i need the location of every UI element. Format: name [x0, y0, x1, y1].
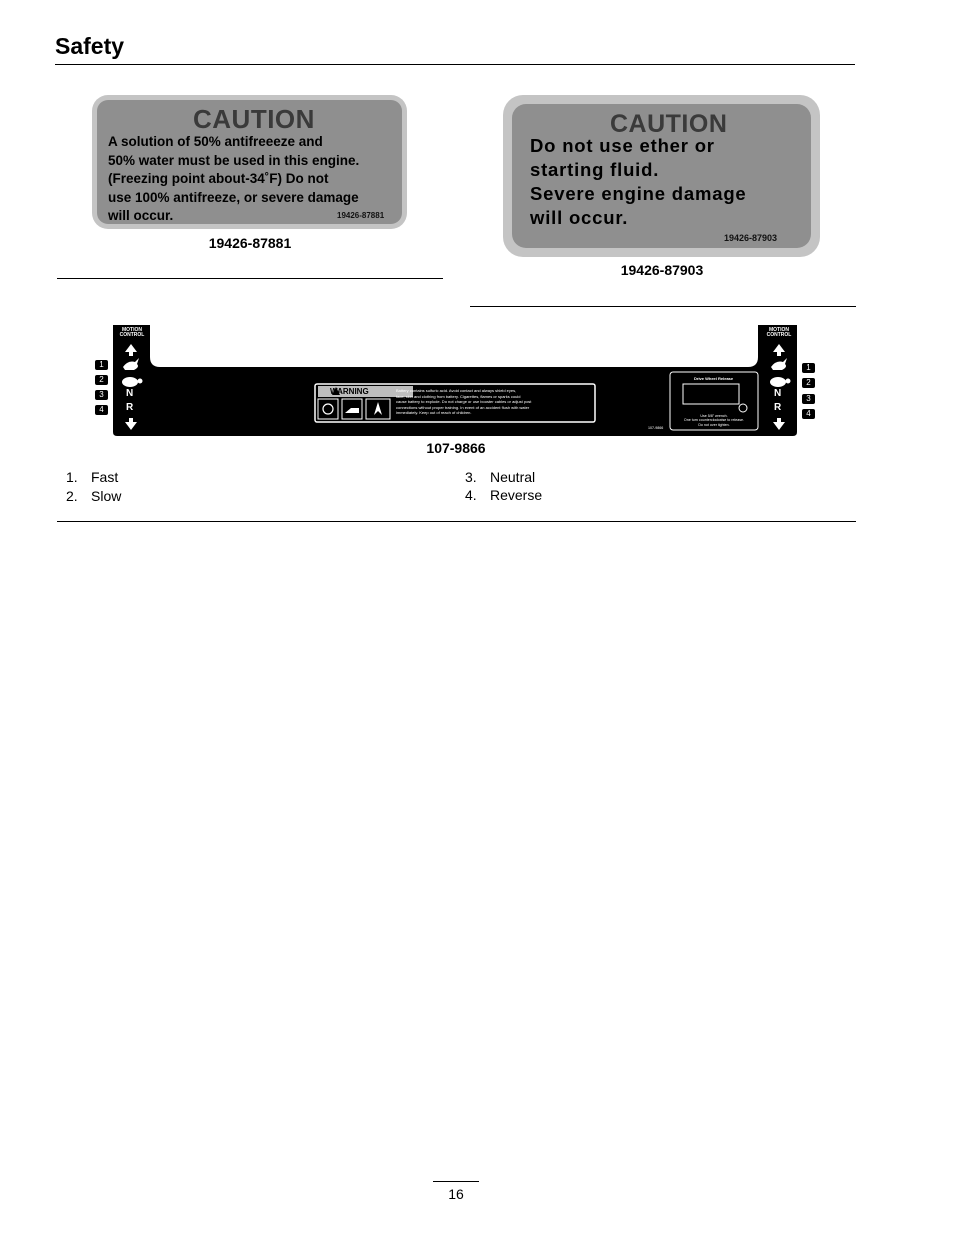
caution-text: Do not use ether or starting fluid. Severe engine damage will occur.	[530, 135, 747, 228]
callout-badge: 4	[95, 405, 108, 415]
callout-badge: 4	[802, 409, 815, 419]
neutral-letter: N	[126, 388, 134, 399]
section-rule	[57, 278, 443, 279]
decal-caption: 107-9866	[426, 440, 486, 456]
reverse-letter: R	[126, 402, 134, 413]
page-number: 16	[448, 1186, 464, 1202]
motion-control-label: MOTION CONTROL	[119, 327, 145, 338]
legend-item: 4. Reverse	[465, 487, 543, 503]
legend-item: 2. Slow	[66, 488, 122, 504]
section-rule	[470, 306, 856, 307]
decal-code: 19426-87881	[337, 211, 385, 220]
release-text: Use 5/8" wrench. One turn counterclockwise to release. Do not over tighten.	[683, 414, 745, 427]
section-rule	[57, 521, 856, 522]
callout-badge: 2	[95, 375, 108, 385]
header-rule	[55, 64, 855, 65]
callout-badge: 3	[802, 394, 815, 404]
reverse-letter: R	[774, 402, 782, 413]
motion-control-label: MOTION CONTROL	[766, 327, 792, 338]
decal-caption: 19426-87881	[208, 235, 292, 251]
warning-title: WARNING	[330, 387, 369, 396]
callout-badge: 1	[802, 363, 815, 373]
decal-small-code: 107-9866	[648, 426, 664, 430]
callout-badge: 3	[95, 390, 108, 400]
caution-text: A solution of 50% antifreeeze and 50% water must be used in this engine. (Freezing point about-34˚F) Do not use 100% antifreeze, or severe damage will occur.	[108, 134, 360, 223]
callout-badge: 2	[802, 378, 815, 388]
legend-item: 1. Fast	[66, 469, 119, 485]
callout-badge: 1	[95, 360, 108, 370]
legend-item: 3. Neutral	[465, 469, 536, 485]
caution-decal-ether	[503, 95, 820, 257]
warning-text: Battery contains sulfuric acid. Avoid contact and always shield eyes, face, skin and clothing from battery. Cigarettes, flames or sparks could cause battery to explode. Do not charge or use booster cables or adjust post connections without proper training. In event of an accident flush with water immediately. Keep out of reach of children.	[396, 388, 532, 416]
motion-control-decal	[110, 322, 800, 437]
footer-rule	[433, 1181, 479, 1182]
caution-heading: CAUTION	[193, 104, 315, 134]
release-title: Drive Wheel Release	[694, 376, 734, 381]
decal-caption: 19426-87903	[620, 262, 704, 278]
caution-heading: CAUTION	[610, 110, 728, 138]
decal-code: 19426-87903	[724, 233, 778, 243]
legend-left	[66, 468, 121, 506]
caution-decal-antifreeze	[92, 95, 407, 229]
legend-right	[465, 468, 542, 504]
page-title: Safety	[55, 33, 125, 59]
neutral-letter: N	[774, 388, 782, 399]
